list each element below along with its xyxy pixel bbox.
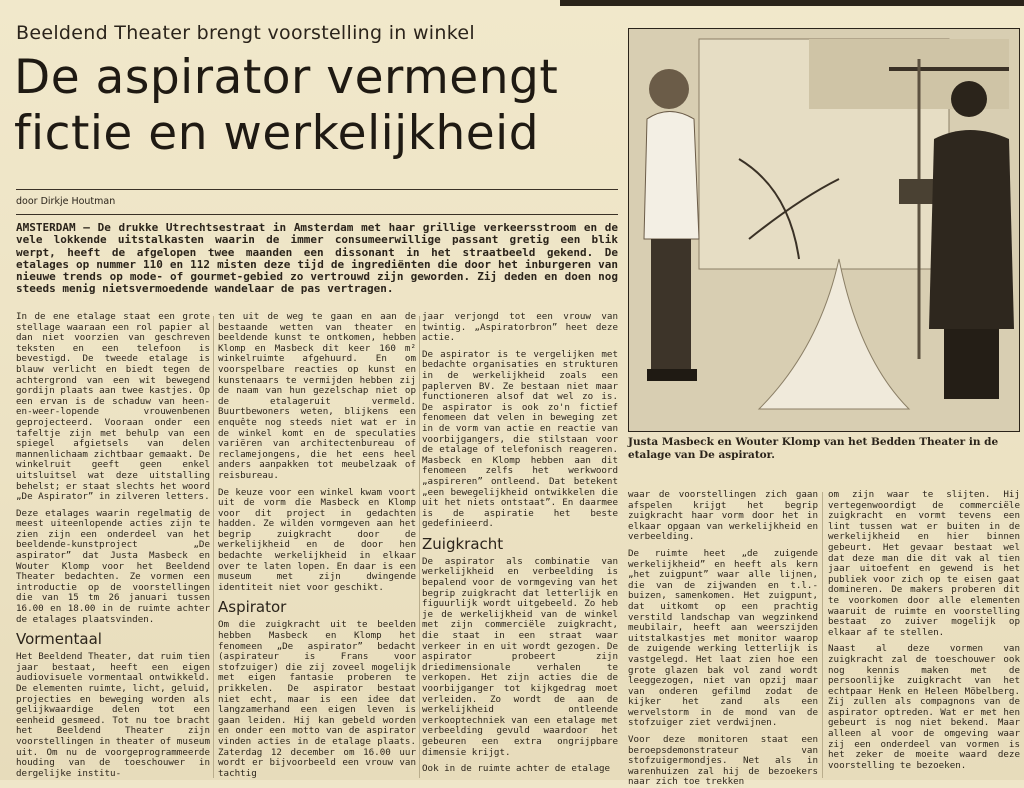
subheading-vormentaal: Vormentaal [16, 630, 102, 649]
byline-rule [16, 214, 618, 215]
byline: door Dirkje Houtman [16, 196, 116, 207]
photo-illustration [629, 29, 1019, 431]
intro-paragraph: AMSTERDAM — De drukke Utrechtsestraat in Amsterdam met haar grillige verkeersstroom en de vele lokkende uitstalkasten waarin de immer consumeerwillige passant gretig een blik werpt, heeft de afgelopen twee maanden een dissonant in het straatbeeld gekend. De etalages op nummer 110 en 112 misten deze tijd de ingrediënten die door het inburgeren van nieuwe trends op mode- of gourmet-gebied zo vertrouwd zijn geworden. Zij deden en doen nog steeds menig nietsvermoedende wandelaar de pas vertragen. [16, 221, 618, 296]
column-rule [213, 316, 214, 778]
photo-caption: Justa Masbeck en Wouter Klomp van het Bedden Theater in de etalage van De aspirator. [628, 436, 999, 461]
column-rule [822, 492, 823, 778]
article-column-5 [828, 490, 1020, 778]
article-column-1 [16, 312, 210, 778]
paragraph: De aspirator als combinatie van werkelijkheid en verbeelding is bepalend voor de vormgeving van het begrip zuigkracht dat letterlijk en figuurlijk wordt uitgebeeld. Zo heb je de werkelijkheid van de winkel met zijn commerciële zuigkracht, die staat in een straat waar verkeer in en uit wordt gezogen. De aspirator probeert zijn driedimensionale verhalen te verkopen. Het zijn acties die de voorbijganger tot kijkgedrag moet verleiden. Zo wordt de aan de werkelijkheid ontleende verkooptechniek van een etalage met verbeelding gevuld waardoor het gebeuren een extra ongrijpbare dimensie krijgt. [422, 555, 618, 758]
paragraph: Naast al deze vormen van zuigkracht zal de toeschouwer ook nog kennis maken met de persoonlijke zuigkracht van het echtpaar Henk en Heleen Möbelberg. Zij zullen als compagnons van de aspirator optreden. Wat er met hen gebeurt is nog niet bekend. Maar alleen al voor de omgeving waar zij een onderdeel van vormen is het zeker de moeite waard deze voorstelling te bezoeken. [828, 643, 1020, 771]
paragraph: ten uit de weg te gaan en aan de bestaande wetten van theater en beeldende kunst te ontkomen, hebben Klomp en Masbeck dit keer 160 m² winkelruimte afgehuurd. En om voorspelbare reacties op kunst en kunstenaars te vermijden hebben zij de naam van hun gezelschap niet op de etalageruit vermeld. Buurtbewoners weten, blijkens een enquête nog steeds niet wat er in de winkel komt en de speculaties variëren van architectenbureau of reclamejongens, die het eens heel anders aanpakken tot meubelzaak of reisbureau. [218, 311, 416, 481]
subheading-zuigkracht: Zuigkracht [422, 534, 504, 553]
paragraph: waar de voorstellingen zich gaan afspelen krijgt het begrip zuigkracht haar vorm door het in elkaar opgaan van werkelijkheid en verbeelding. [628, 489, 818, 543]
paragraph: De aspirator is te vergelijken met bedachte organisaties en strukturen in de werkelijkheid zoals een paplerven BV. Ze bestaan niet maar functioneren alsof dat wel zo is. De aspirator is ook zo'n fictief fenomeen dat velen in beweging zet in de vorm van actie en reactie van voorbijgangers, die stilstaan voor de etalage of telefonisch reageren. Masbeck en Klomp hebben aan dit fenomeen zelfs het werkwoord „aspireren” ontleend. Dat betekent „een bewegelijkheid ontwikkelen die uit het niets ontstaat”. En daarmee is de aspiratie het beste gedefinieerd. [422, 348, 618, 530]
paragraph: In de ene etalage staat een grote stellage waaraan een rol papier al dan niet voorzien van geschreven teksten en een telefoon is bevestigd. De tweede etalage is blauw verlicht en biedt tegen de achtergrond van een wit bewegend gordijn plaats aan twee kastjes. Op een ervan is de schaduw van heen-en-weer-lopende vrouwenbenen geprojecteerd. Vooraan onder een tafeltje zijn met behulp van een spiegel afgietsels van delen mannenlichaam zichtbaar gemaakt. De winkelruit geeft geen enkel uitsluitsel wat deze uitstalling behelst; er staat slechts het woord „De Aspirator” in zilveren letters. [16, 311, 210, 503]
paragraph: Het Beeldend Theater, dat ruim tien jaar bestaat, heeft een eigen audiovisuele vormentaal ontwikkeld. De elementen ruimte, licht, geluid, projecties en beweging worden als gelijkwaardige delen tot een eenheid gesmeed. Tot nu toe bracht het Beeldend Theater zijn voorstellingen in theater of museum uit. Om nu de voorgeprogrammeerde houding van de toeschouwer in dergelijke institu- [16, 651, 210, 779]
paragraph: Ook in de ruimte achter de etalage [422, 763, 611, 775]
headline-rule [16, 189, 618, 190]
paragraph: Voor deze monitoren staat een beroepsdemonstrateur van stofzuigermondjes. Net als in warenhuizen zal hij de bezoekers naar zich toe trekken [628, 734, 818, 788]
subheading-aspirator: Aspirator [218, 598, 287, 617]
article-column-3 [422, 312, 618, 778]
paragraph: Deze etalages waarin regelmatig de meest uiteenlopende acties zijn te zien zijn een onderdeel van het beeldende-kunstproject „De aspirator” dat Justa Masbeck en Wouter Klomp voor het Beeldend Theater bedachten. Ze vormen een introductie op de voorstellingen die van 15 tm 26 januari tussen 16.00 en 18.00 in de ruimte achter de etalages plaatsvinden. [16, 507, 210, 625]
photo-etalage [628, 28, 1020, 432]
headline [14, 50, 558, 162]
headline-line-2: fictie en werkelijkheid [14, 106, 540, 161]
article-column-2 [218, 312, 416, 778]
paragraph: Om die zuigkracht uit te beelden hebben Masbeck en Klomp het fenomeen „De aspirator” bedacht (aspirateur is Frans voor stofzuiger) die zij zoveel mogelijk met eigen fantasie proberen te prikkelen. De aspirator bestaat niet echt, maar is een idee dat langzamerhand een eigen leven is gaan leiden. Hij kan gebeld worden en onder een motto van de aspirator vinden acties in de etalage plaats. Zaterdag 12 december om 16.00 uur wordt er bijvoorbeeld een vrouw van tachtig [218, 619, 416, 779]
headline-line-1: De aspirator vermengt [14, 50, 559, 105]
paragraph: om zijn waar te slijten. Hij vertegenwoordigt de commerciële zuigkracht en vormt tevens een lint tussen wat er buiten in de werkelijkheid en hier binnen gebeurt. Het gevaar bestaat wel dat deze man die dit vak al tien jaar uitoefent en gewend is het publiek voor zich op te eisen gaat domineren. De makers proberen dit te voorkomen door alle elementen waaruit de ruimte en voorstelling bestaat zo zuiver mogelijk op elkaar af te stellen. [828, 489, 1020, 638]
paragraph: jaar verjongd tot een vrouw van twintig. „Aspiratorbron” heet deze actie. [422, 311, 618, 344]
column-rule [419, 316, 420, 778]
top-masthead-bar [560, 0, 1024, 6]
article-column-4 [628, 489, 818, 788]
paragraph: De ruimte heet „de zuigende werkelijkheid” en heeft als kern „het zuigpunt” waar alle lijnen, die van de zijwanden en t.l.-buizen, samenkomen. Het zuigpunt, dat uitkomt op een prachtig verstild landschap van wegzinkend meubilair, heeft aan weerszijden uitstalkastjes met monitor waarop de zuigende werking letterlijk is vastgelegd. Het laat zien hoe een grote glazen bak vol zand wordt leeggezogen, niet van opzij maar van onderen gefilmd zodat de kijker het zand als een wervelstorm in de mond van de stofzuiger ziet verdwijnen. [628, 547, 818, 729]
paragraph: De keuze voor een winkel kwam voort uit de vorm die Masbeck en Klomp voor dit project in gedachten hadden. Ze wilden vormgeven aan het begrip zuigkracht door de werkelijkheid en de door hen bedachte werkelijkheid in elkaar over te laten lopen. En daar is een museum met zijn dwingende identiteit niet voor geschikt. [218, 486, 416, 593]
kicker: Beeldend Theater brengt voorstelling in winkel [16, 22, 475, 44]
